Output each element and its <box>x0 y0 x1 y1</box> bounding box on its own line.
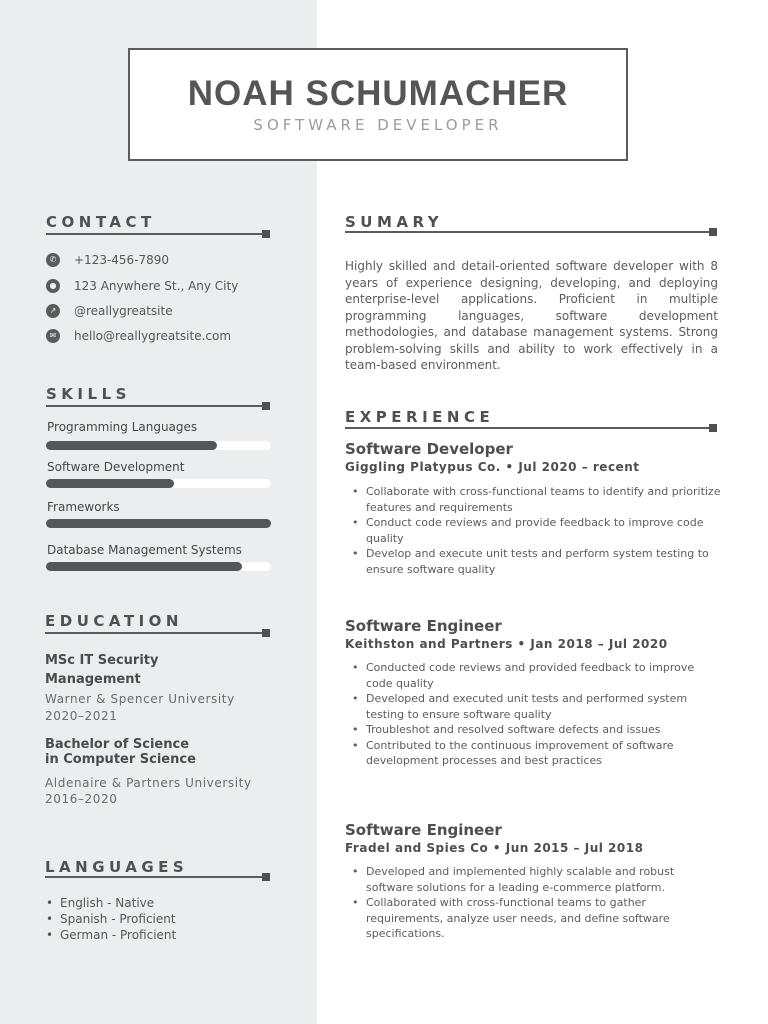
skill-label: Programming Languages <box>47 420 198 434</box>
education-heading: EDUCATION <box>45 612 183 630</box>
job-bullet: • Develop and execute unit tests and perform system testing to ensure software quality <box>352 546 722 577</box>
education-school: Warner & Spencer University <box>45 692 235 706</box>
skill-label: Database Management Systems <box>47 543 242 557</box>
skill-bar-fill <box>46 441 217 450</box>
contact-website-text[interactable]: @reallygreatsite <box>74 304 173 318</box>
contact-address <box>46 277 238 295</box>
job-company-dates: Giggling Platypus Co. • Jul 2020 – recent <box>345 460 640 474</box>
job-bullet: • Developed and executed unit tests and performed system testing to ensure software quality <box>352 691 722 722</box>
job-title: Software Developer <box>345 440 513 458</box>
skill-bar <box>46 562 271 571</box>
languages-heading: LANGUAGES <box>45 858 189 876</box>
contact-email-text[interactable]: hello@reallygreatsite.com <box>74 329 232 343</box>
job-title: Software Engineer <box>345 617 502 635</box>
education-degree: Bachelor of Science in Computer Science <box>45 737 196 767</box>
location-pin-icon: ● <box>46 279 60 293</box>
job-bullet: • Developed and implemented highly scalable and robust software solutions for a leading e-commerce platform. <box>352 864 722 895</box>
divider-end-marker <box>262 629 270 637</box>
web-arrow-icon: ↗ <box>46 304 60 318</box>
email-icon: ✉ <box>46 329 60 343</box>
divider-end-marker <box>262 873 270 881</box>
skill-bar <box>46 441 271 450</box>
contact-website[interactable] <box>46 302 173 320</box>
contact-phone <box>46 251 169 269</box>
language-item: • Spanish - Proficient <box>45 911 176 927</box>
job-company-dates: Keithston and Partners • Jan 2018 – Jul 2020 <box>345 637 668 651</box>
job-title: Software Engineer <box>345 821 502 839</box>
experience-section <box>345 408 494 426</box>
job-company-dates: Fradel and Spies Co • Jun 2015 – Jul 2018 <box>345 841 644 855</box>
summary-paragraph: Highly skilled and detail-oriented software developer with 8 years of experience designing, developing, and deploying enterprise-level applications. Proficient in multiple programming languages, software development methodologies, and database management systems. Strong problem-solving skills and ability to work effectively in a team-based environment. <box>345 259 718 372</box>
job-bullet: • Collaborate with cross-functional teams to identify and prioritize features and requirements <box>352 484 722 515</box>
languages-section <box>45 858 188 876</box>
contact-section <box>46 213 156 231</box>
languages-list <box>45 895 176 943</box>
skill-label: Software Development <box>47 460 185 474</box>
skills-divider <box>46 405 268 407</box>
skill-bar <box>46 479 271 488</box>
skill-bar <box>46 519 271 528</box>
contact-heading: CONTACT <box>46 213 156 231</box>
skill-bar-fill <box>46 479 174 488</box>
contact-divider <box>46 233 268 235</box>
job-responsibilities <box>352 660 722 769</box>
job-responsibilities <box>352 864 722 942</box>
skills-heading: SKILLS <box>46 385 131 403</box>
name-header-box <box>128 48 628 161</box>
phone-icon: ✆ <box>46 253 60 267</box>
education-section <box>45 612 183 630</box>
contact-email[interactable] <box>46 327 231 345</box>
job-bullet: • Contributed to the continuous improvement of software development processes and best practices <box>352 738 722 769</box>
skills-section <box>46 385 131 403</box>
education-years: 2020–2021 <box>45 709 118 723</box>
candidate-role: SOFTWARE DEVELOPER <box>253 116 503 134</box>
divider-end-marker <box>709 228 717 236</box>
skill-label: Frameworks <box>47 500 120 514</box>
language-item: • English - Native <box>45 895 176 911</box>
divider-end-marker <box>262 402 270 410</box>
experience-divider <box>345 427 715 429</box>
summary-divider <box>345 231 715 233</box>
divider-end-marker <box>262 230 270 238</box>
job-bullet: • Collaborated with cross-functional teams to gather requirements, analyze user needs, and define software specifications. <box>352 895 722 942</box>
contact-phone-text: +123-456-7890 <box>74 253 170 267</box>
education-divider <box>45 632 268 634</box>
summary-section <box>345 213 443 231</box>
skill-bar-fill <box>46 562 242 571</box>
languages-divider <box>45 876 268 878</box>
job-responsibilities <box>352 484 722 577</box>
summary-heading: SUMARY <box>345 213 444 231</box>
education-school: Aldenaire & Partners University <box>45 776 252 790</box>
job-bullet: • Conduct code reviews and provide feedback to improve code quality <box>352 515 722 546</box>
experience-heading: EXPERIENCE <box>345 408 495 426</box>
candidate-name: NOAH SCHUMACHER <box>187 74 569 113</box>
education-degree: MSc IT Security Management <box>45 653 159 687</box>
skill-bar-fill <box>46 519 271 528</box>
job-bullet: • Conducted code reviews and provided feedback to improve code quality <box>352 660 722 691</box>
job-bullet: • Troubleshot and resolved software defects and issues <box>352 722 722 738</box>
education-years: 2016–2020 <box>45 792 118 806</box>
contact-address-text: 123 Anywhere St., Any City <box>74 279 239 293</box>
divider-end-marker <box>709 424 717 432</box>
language-item: • German - Proficient <box>45 927 176 943</box>
